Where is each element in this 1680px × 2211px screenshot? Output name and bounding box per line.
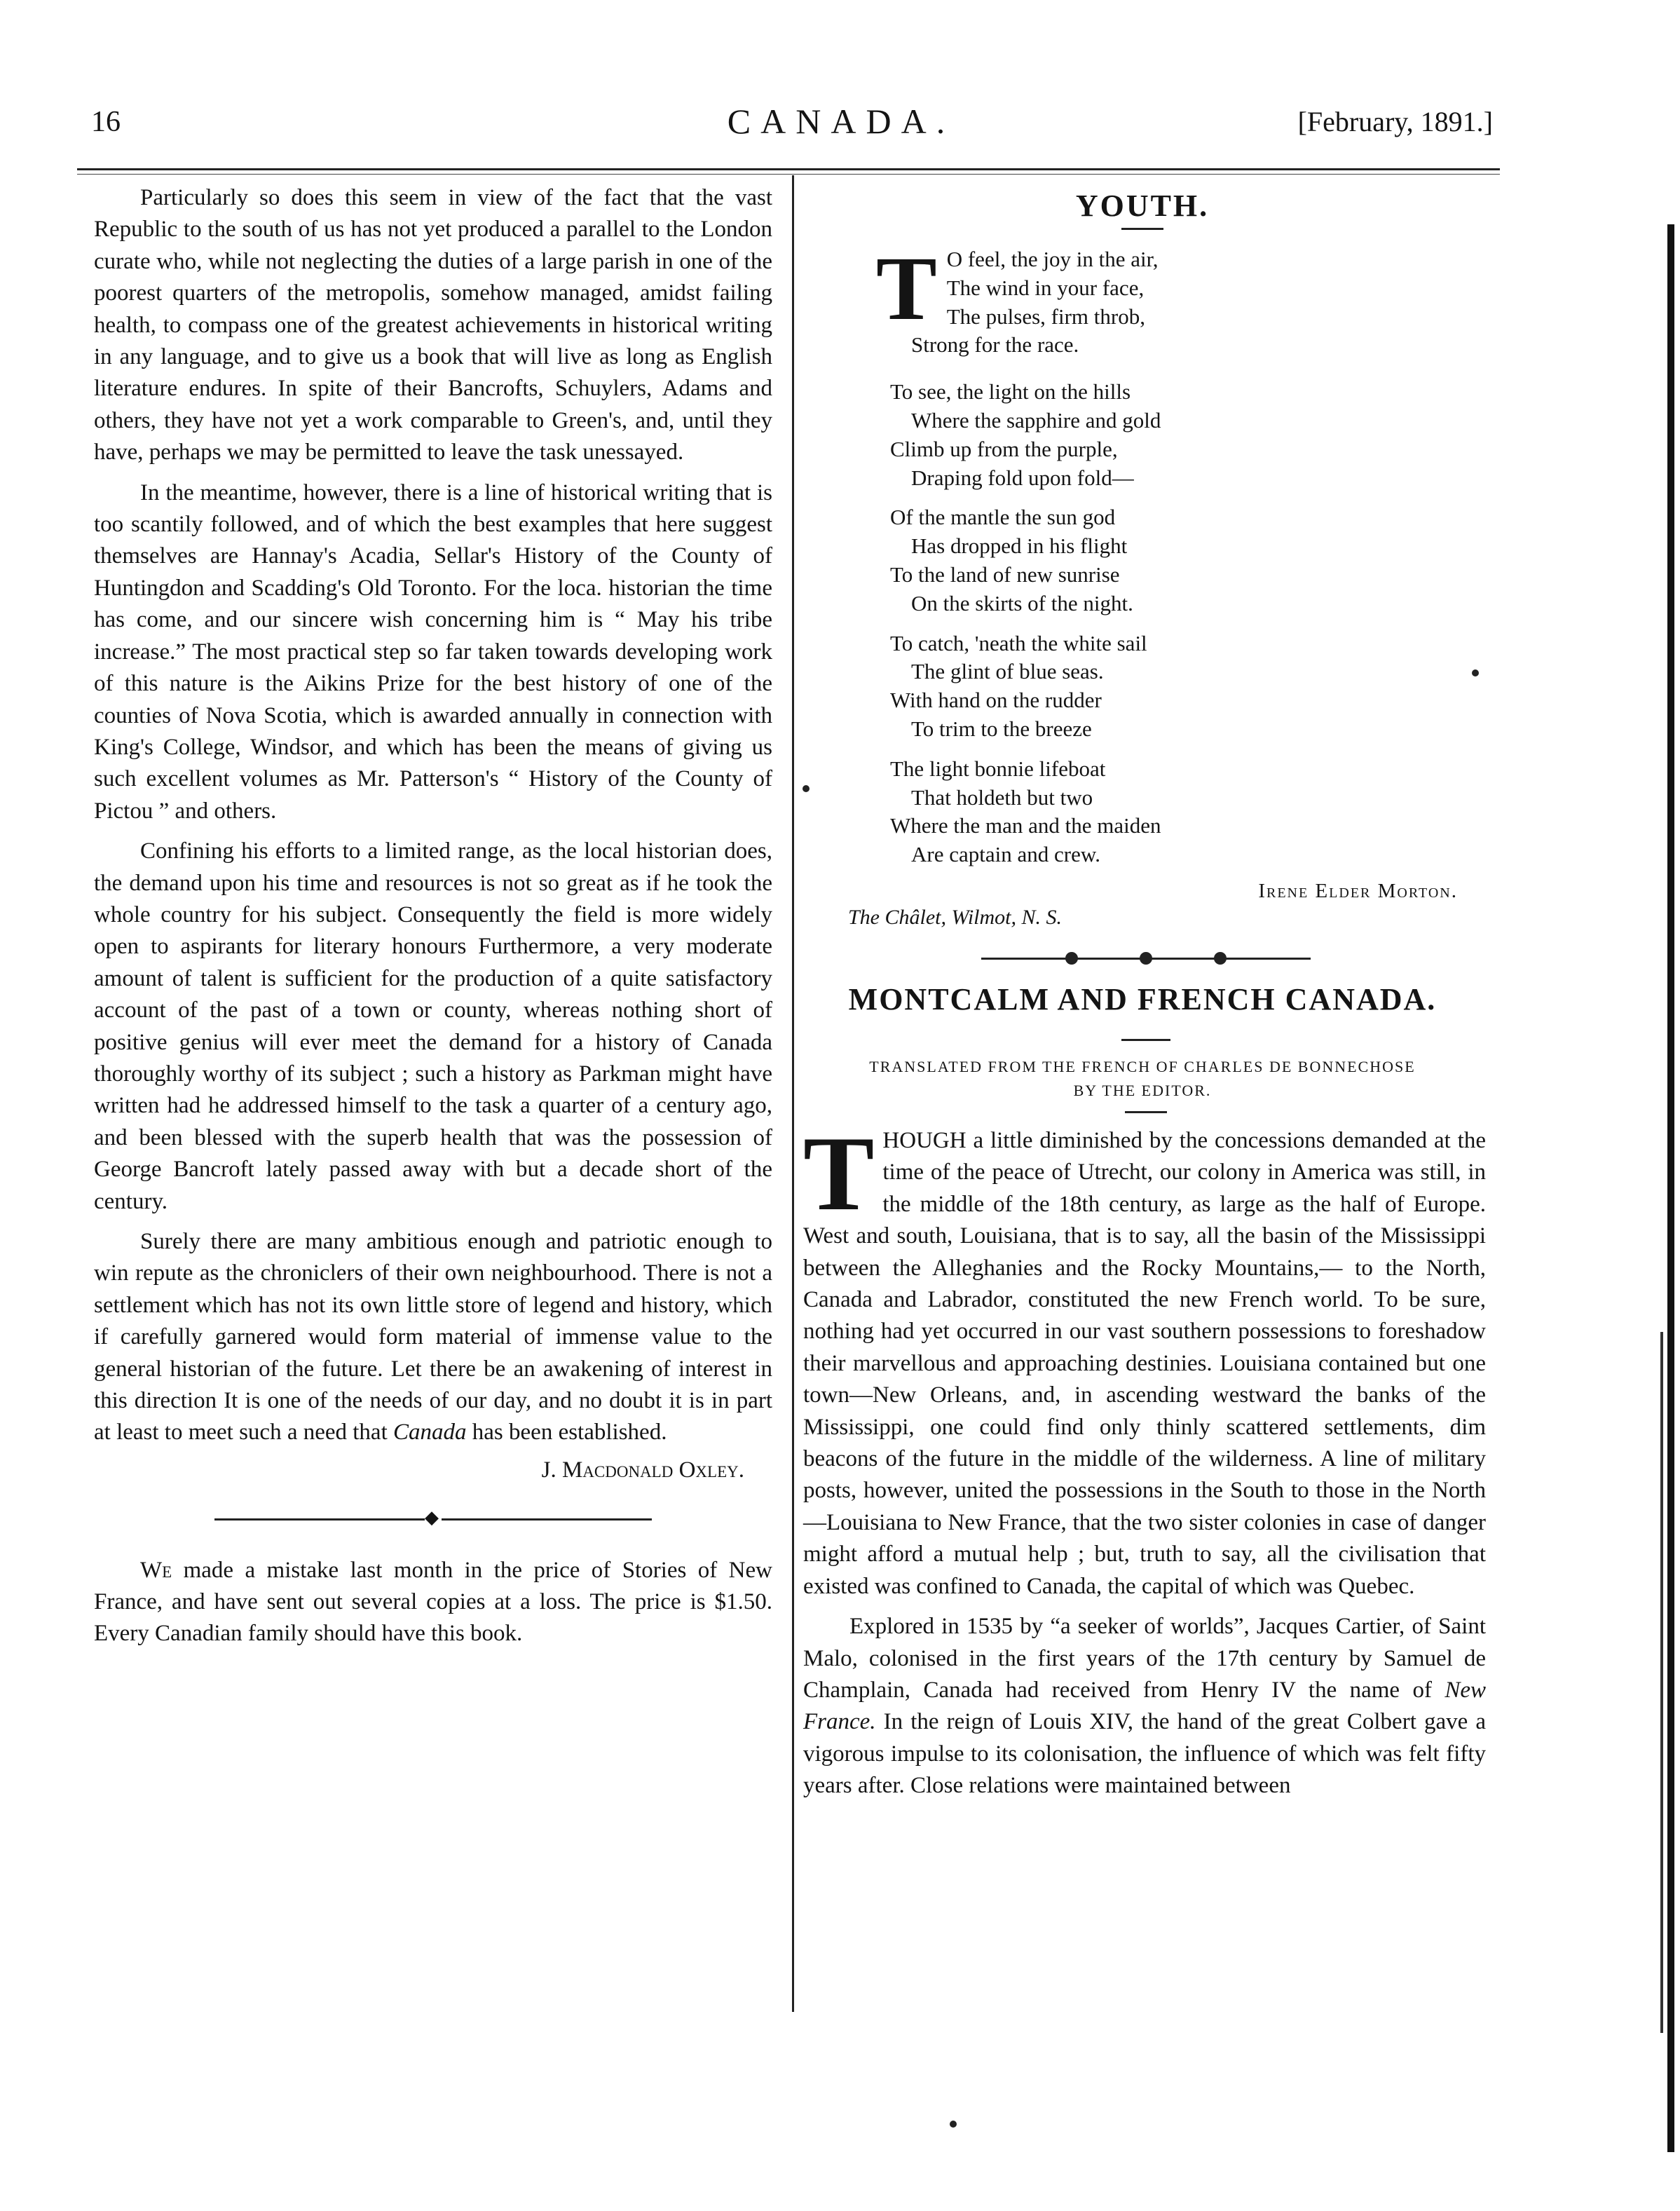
poem-line: The light bonnie lifeboat — [890, 756, 1106, 781]
scan-edge — [1667, 224, 1674, 2152]
poem-place: The Châlet, Wilmot, N. S. — [848, 906, 1063, 929]
paragraph: In the meantime, however, there is a line of historical writing that is too scantily followed, and of which the best examples that here suggest themselves are Hannay's Acadia, Sellar's History of the County of Huntingdon and Scadding's Old Toronto. For the loca. historian the time has come, and our sincere wish concerning him is “ May his tribe increase.” The most practical step so far taken towards developing work of this nature is the Aikins Prize for the best history of one of the counties of Nova Scotia, which is awarded annually in connection with King's College, Windsor, and which has been the means of giving us such excellent volumes as Mr. Patterson's “ History of the County of Pictou ” and others. — [94, 479, 772, 824]
stanza — [890, 378, 1521, 492]
paragraph-text: a little diminished by the concessions demanded at the time of the peace of Utrecht, our colony in America was still, in the middle of the 18th century, as large as the half of Europe. West and south, Louisiana, that is to say, all the basin of the Mississippi between the Alleghanies and the Rocky Mountains,— to the North, Canada and Labrador, constituted the new French world. To be sure, nothing had yet occurred in our vast southern possessions to foreshadow their marvellous and approaching destinies. Louisiana contained but one town—New Orleans, and, in ascending westward the banks of the Mississippi, one could find only thinly scattered settlements, dim beacons of the future in the middle of the wilderness. A line of military posts, however, united the possessions in the South to those in the North—Louisiana to New France, that the two sister colonies in case of danger might afford a mutual help ; but, truth to say, all the civilisation that existed was confined to Canada, the capital of which was Quebec. — [803, 1128, 1486, 1599]
print-speck — [950, 2121, 957, 2128]
subtitle-line: TRANSLATED FROM THE FRENCH OF CHARLES DE BONNECHOSE — [869, 1058, 1416, 1075]
poem-line: Where the sapphire and gold — [911, 407, 1161, 433]
paragraph-text: Explored in 1535 by “a seeker of worlds”, Jacques Cartier, of Saint Malo, colonised in the first years of the 17th century by Samuel de Champlain, Canada had received from Henry IV the name of — [803, 1614, 1486, 1703]
notice-start: We — [140, 1557, 172, 1583]
paragraph — [803, 1115, 1486, 1603]
poem-line: Climb up from the purple, — [890, 436, 1118, 461]
poem-line: With hand on the rudder — [890, 688, 1102, 713]
paragraph-end: has been established. — [466, 1420, 667, 1445]
poem-line: To see, the light on the hills — [890, 379, 1131, 404]
drop-cap: T — [876, 238, 937, 339]
page-number: 16 — [91, 106, 121, 138]
ornament-divider: ◆ — [94, 1502, 772, 1533]
issue-date: [February, 1891.] — [1297, 106, 1493, 137]
paragraph — [94, 1226, 772, 1449]
paragraph: Confining his efforts to a limited range, as the local historian does, the demand upon his time and resources is not so great as if he took the whole country for his subject. Consequently the field is more widely open to aspirants for literary honours Furthermore, a very moderate amount of talent is sufficient for the production of a quite satisfactory account of the past of a town or county, whereas nothing short of positive genius will ever meet the demand for a history of Canada thoroughly worthy of its subject ; such a history as Parkman might have written had he addressed himself to the task a quarter of a century ago, and been blessed with the superb health that was the possession of George Bancroft lately passed away with but a decade short of the century. — [94, 838, 772, 1214]
poem-line: The glint of blue seas. — [911, 659, 1104, 684]
poem — [876, 238, 1521, 880]
paragraph-end: In the reign of Louis XIV, the hand of the great Colbert gave a vigorous impulse to its colonisation, the influence of which was felt fifty years after. Close relations were maintained between — [803, 1709, 1486, 1799]
signature: J. Macdonald Oxley. — [541, 1457, 744, 1483]
first-word: HOUGH — [882, 1128, 967, 1153]
header-rule — [77, 168, 1500, 170]
drop-cap: T — [803, 1115, 875, 1232]
poem-line: O feel, the joy in the air, — [946, 247, 1159, 271]
subtitle-rule — [1125, 1111, 1167, 1113]
poem-line: Has dropped in his flight — [911, 533, 1128, 559]
paragraph-text: Surely there are many ambitious enough and patriotic enough to win repute as the chroniclers of their own neighbourhood. There is not a settlement which has not its own little store of legend and history, which if carefully garnered would form material of immense value to the general historian of the future. Let there be an awakening of interest in this direction It is one of the needs of our day, and no doubt it is in part at least to meet such a need that — [94, 1229, 772, 1445]
article-subtitle — [806, 1055, 1479, 1103]
poet-name: Irene Elder Morton. — [1258, 880, 1458, 902]
poem-line: The wind in your face, — [946, 275, 1145, 300]
notice-text: made a mistake last month in the price of Stories of New France, and have sent out several copies at a loss. The price is $1.50. Every Canadian family should have this book. — [94, 1557, 772, 1647]
poem-line: On the skirts of the night. — [911, 590, 1133, 615]
right-column-text — [803, 1115, 1486, 1802]
poem-line: To catch, 'neath the white sail — [890, 630, 1147, 655]
stanza — [890, 630, 1521, 744]
print-speck — [803, 785, 810, 792]
poem-line: Strong for the race. — [911, 332, 1079, 358]
stanza — [890, 503, 1521, 618]
italic-title: Canada — [393, 1420, 467, 1445]
magazine-title: CANADA. — [727, 102, 955, 141]
poem-line: The pulses, firm throb, — [946, 304, 1145, 329]
title-rule — [1121, 228, 1163, 230]
left-column — [94, 182, 772, 1650]
notice-paragraph — [94, 1555, 772, 1650]
scan-edge — [1660, 1332, 1663, 2033]
stanza — [890, 755, 1521, 869]
page-header — [91, 102, 1493, 154]
poem-line: That holdeth but two — [911, 784, 1093, 810]
poem-line: Are captain and crew. — [911, 842, 1100, 867]
stanza — [876, 238, 1521, 360]
column-divider — [792, 175, 794, 2012]
print-speck — [1472, 669, 1479, 676]
paragraph — [803, 1611, 1486, 1802]
poem-line: To the land of new sunrise — [890, 562, 1120, 587]
poem-line: To trim to the breeze — [911, 716, 1092, 741]
paragraph: Particularly so does this seem in view of the fact that the vast Republic to the south of us has not yet produced a parallel to the London curate who, while not neglecting the duties of a large parish in one of the poorest quarters of the metropolis, somehow managed, amidst failing health, to compass one of the greatest achievements in historical writing in any language, and to give us a book that will live as long as English literature endures. In spite of their Bancrofts, Schuylers, Adams and others, they have not yet a work comparable to Green's, and, until they have, perhaps we may be permitted to leave the task unessayed. — [94, 185, 772, 465]
article-title: MONTCALM AND FRENCH CANADA. — [848, 982, 1437, 1016]
ornament-divider — [981, 952, 1311, 965]
header-rule-thin — [77, 174, 1500, 175]
poem-line: Where the man and the maiden — [890, 813, 1161, 838]
poem-title: YOUTH. — [1075, 189, 1210, 223]
italic-name: New France. — [803, 1677, 1486, 1735]
subtitle-line: BY THE EDITOR. — [1073, 1082, 1212, 1099]
title-rule — [1121, 1039, 1170, 1041]
poem-line: Draping fold upon fold— — [911, 465, 1134, 490]
poem-line: Of the mantle the sun god — [890, 505, 1116, 530]
